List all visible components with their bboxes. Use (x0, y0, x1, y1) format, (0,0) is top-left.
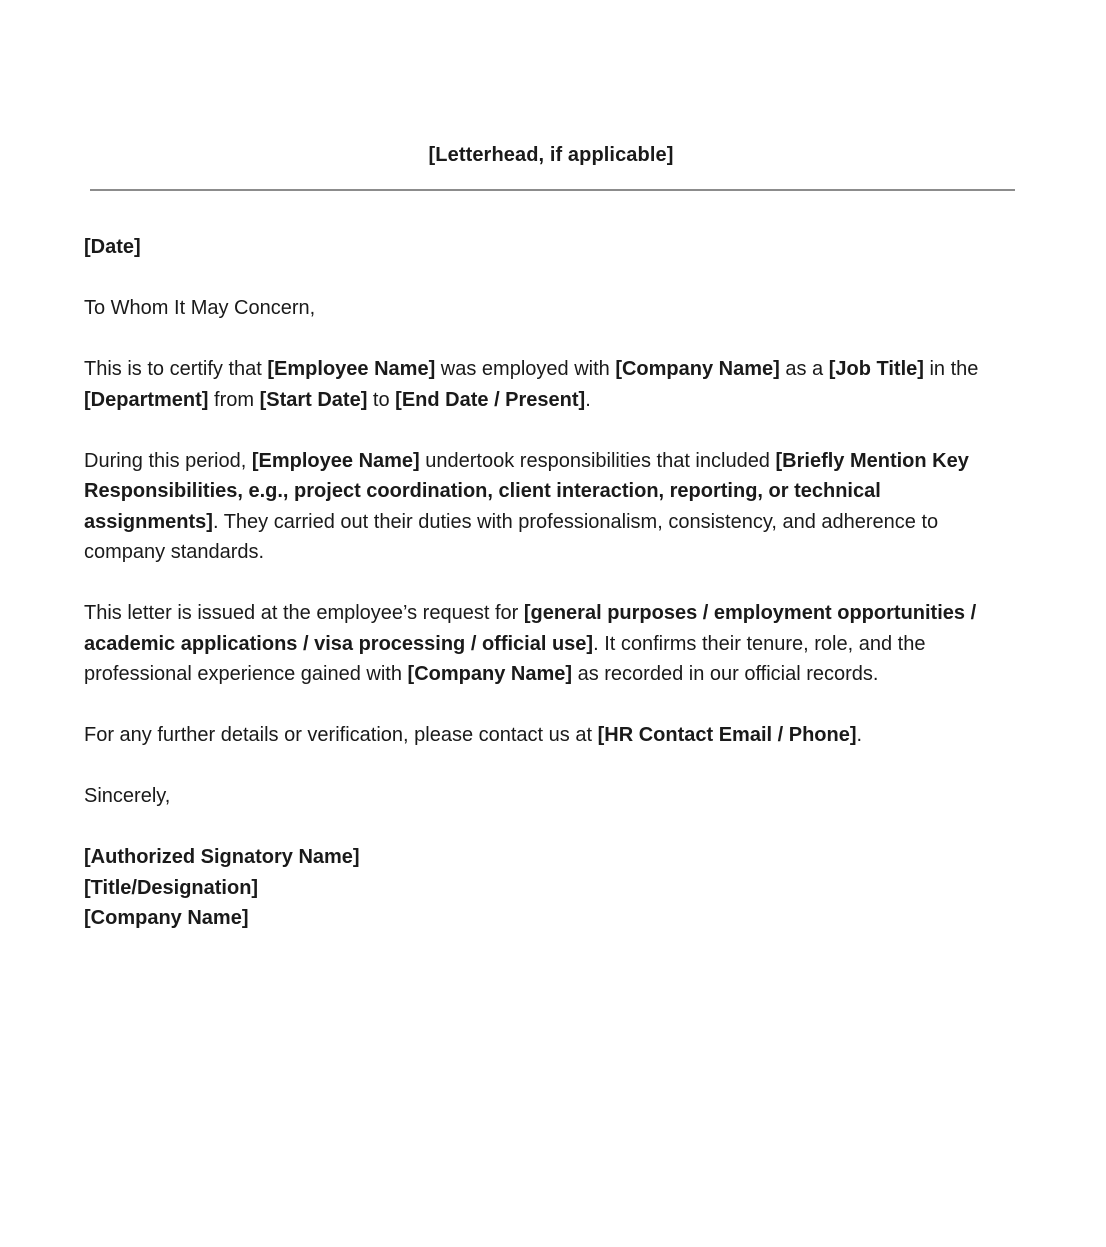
letter-text: During this period, (84, 449, 252, 472)
letter-text: . (856, 724, 863, 746)
placeholder-text: [Date] (84, 236, 141, 258)
letter-text: This is to certify that (84, 358, 268, 380)
placeholder-text: [HR Contact Email / Phone] (597, 724, 857, 746)
letter-page (0, 143, 1106, 1247)
purpose-paragraph (84, 598, 1018, 690)
letter-text: in the (923, 358, 979, 380)
placeholder-text: [Employee Name] (267, 358, 436, 380)
letter-text: . (585, 388, 591, 411)
placeholder-text: [Briefly Mention Key Responsibilities, e.g., project coordination, client interaction, reporting, or technical assignments] (84, 449, 969, 533)
letter-text: For any further details or verification, please contact us at (84, 724, 598, 746)
salutation (84, 293, 1018, 324)
responsibilities-paragraph (84, 446, 1018, 568)
letter-text: . They carried out their duties with professionalism, consistency, and adherence to company standards. (84, 510, 939, 563)
letter-text: Sincerely, (84, 785, 171, 807)
placeholder-text: [Job Title] (828, 358, 924, 380)
placeholder-text: [Authorized Signatory Name] (84, 846, 360, 868)
letter-text: to (367, 388, 396, 411)
closing (84, 781, 1018, 812)
placeholder-text: [Department] (84, 388, 209, 411)
placeholder-text: [Title/Designation] (84, 876, 259, 899)
letterhead-divider (90, 189, 1015, 191)
date-line (84, 232, 1018, 263)
certification-paragraph (84, 354, 1018, 415)
letter-text: as a (779, 358, 829, 380)
letter-text: as recorded in our official records. (572, 663, 879, 685)
letter-text: undertook responsibilities that included (419, 449, 776, 472)
placeholder-text: [general purposes / employment opportunities / academic applications / visa processing / official use] (84, 602, 977, 655)
letterhead-title: [Letterhead, if applicable] (428, 144, 674, 166)
letter-text: To Whom It May Concern, (84, 297, 316, 319)
placeholder-text: [Company Name] (615, 358, 780, 380)
letter-text: . It confirms their tenure, role, and the professional experience gained with (84, 632, 926, 685)
letter-text: from (208, 388, 260, 411)
placeholder-text: [Employee Name] (251, 449, 420, 472)
placeholder-text: [Company Name] (407, 663, 573, 685)
letter-text: was employed with (435, 358, 616, 380)
placeholder-text: [Start Date] (259, 388, 368, 411)
placeholder-text: [End Date / Present] (395, 388, 586, 411)
contact-paragraph (84, 720, 1018, 751)
signature-block (84, 842, 1018, 934)
letter-body (84, 232, 1018, 934)
placeholder-text: [Company Name] (84, 907, 249, 929)
letter-text: This letter is issued at the employee’s request for (84, 602, 524, 624)
